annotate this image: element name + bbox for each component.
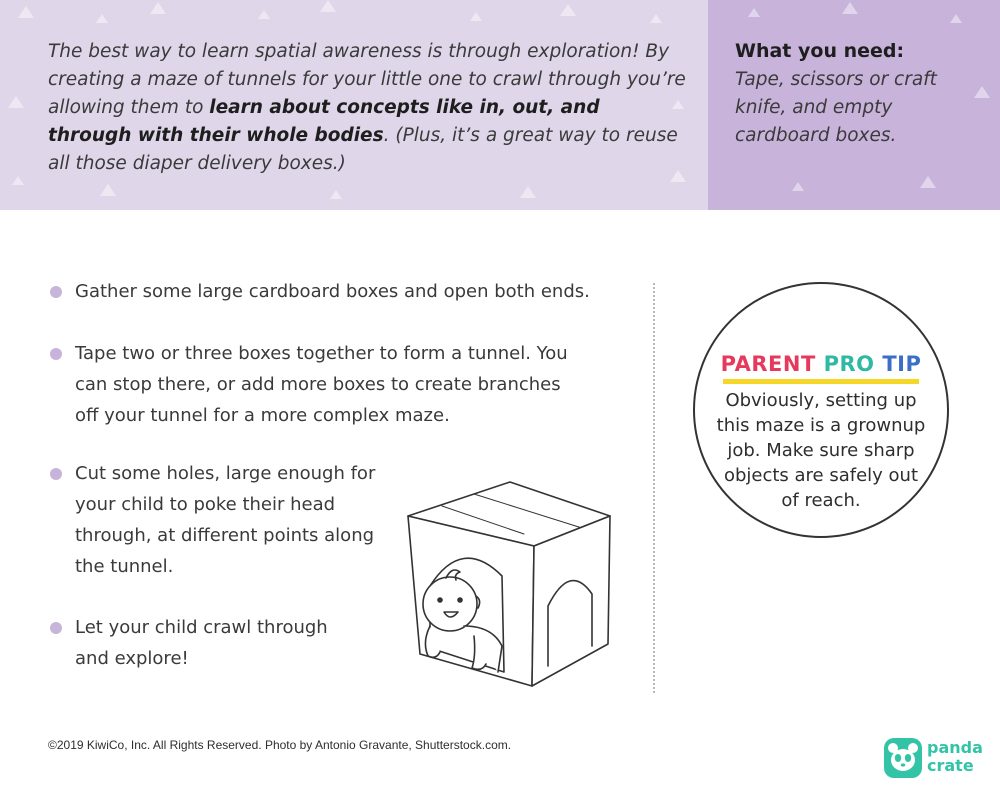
triangle-decoration (470, 12, 482, 21)
tip-title (695, 352, 947, 376)
bullet-dot (50, 468, 62, 480)
list-item (48, 458, 388, 582)
dotted-divider (653, 283, 655, 693)
parent-pro-tip-circle (693, 282, 949, 538)
triangle-decoration (792, 182, 804, 191)
triangle-decoration (920, 176, 936, 188)
list-item (48, 338, 578, 431)
triangle-decoration (100, 184, 116, 196)
triangle-decoration (974, 86, 990, 98)
triangle-decoration (320, 0, 336, 12)
tip-title-parent: PARENT (720, 352, 816, 376)
step-text: Let your child crawl through and explore! (75, 617, 328, 669)
bullet-dot (50, 286, 62, 298)
baby-in-box-illustration (402, 476, 632, 694)
triangle-decoration (150, 2, 166, 14)
panda-crate-logo (884, 738, 984, 782)
step-text: Tape two or three boxes together to form a tunnel. You can stop there, or add more boxes to create branches off your tunnel for a more complex maze. (75, 343, 568, 426)
intro-text-end: . (Plus, it’s a great way to reuse all those diaper delivery boxes.) (48, 125, 678, 174)
what-you-need-title: What you need: (735, 40, 905, 62)
tip-text: Obviously, setting up this maze is a grownup job. Make sure sharp objects are safely out of reach. (716, 390, 926, 511)
triangle-decoration (8, 96, 24, 108)
intro-text-start: The best way to learn spatial awareness is through exploration! By creating a maze of tunnels for your little one to crawl through you’re allowing them to (48, 41, 686, 118)
header-band (0, 0, 1000, 210)
triangle-decoration (12, 176, 24, 185)
triangle-decoration (950, 14, 962, 23)
tip-title-pro: PRO (823, 352, 875, 376)
triangle-decoration (330, 190, 342, 199)
tip-underline (723, 379, 919, 384)
triangle-decoration (650, 14, 662, 23)
triangle-decoration (520, 186, 536, 198)
list-item (48, 276, 648, 307)
tip-title-tip: TIP (882, 352, 922, 376)
triangle-decoration (748, 8, 760, 17)
step-text: Cut some holes, large enough for your child to poke their head through, at different points along the tunnel. (75, 463, 376, 577)
triangle-decoration (258, 10, 270, 19)
logo-line-1: panda (927, 738, 983, 757)
triangle-decoration (96, 14, 108, 23)
triangle-decoration (842, 2, 858, 14)
list-item (48, 612, 348, 674)
intro-paragraph (48, 38, 688, 178)
logo-line-2: crate (927, 756, 974, 775)
logo-wordmark (927, 739, 983, 775)
triangle-decoration (18, 6, 34, 18)
step-text: Gather some large cardboard boxes and open both ends. (75, 281, 590, 302)
bullet-dot (50, 348, 62, 360)
panda-face-icon (884, 738, 922, 778)
intro-emphasis: learn about concepts like in, out, and through with their whole bodies (48, 97, 600, 146)
copyright-text: ©2019 KiwiCo, Inc. All Rights Reserved. Photo by Antonio Gravante, Shutterstock.com. (48, 738, 512, 752)
what-you-need-text: Tape, scissors or craft knife, and empty cardboard boxes. (735, 69, 937, 146)
triangle-decoration (560, 4, 576, 16)
bullet-dot (50, 622, 62, 634)
